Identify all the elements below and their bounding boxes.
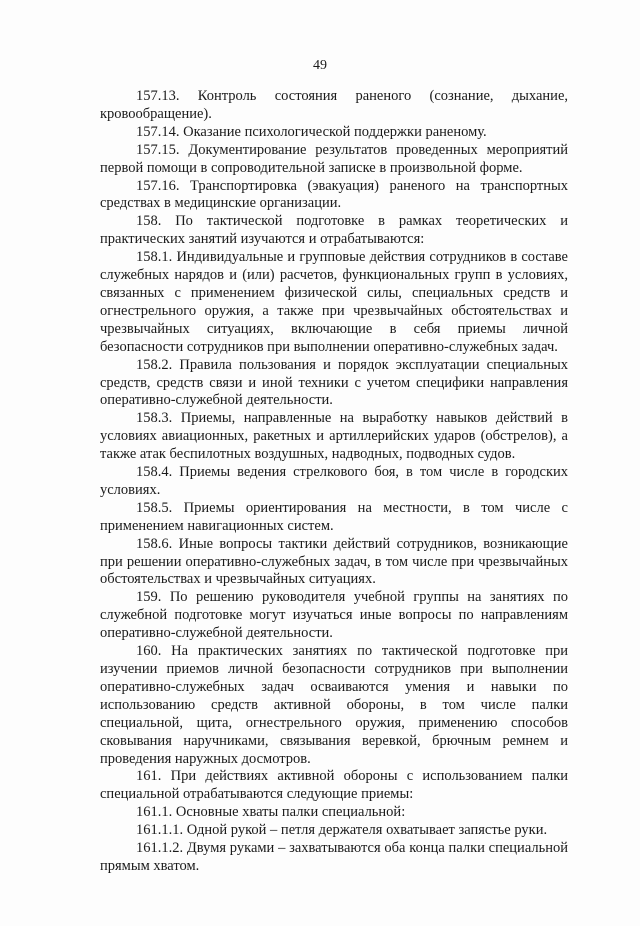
paragraph-161: 161. При действиях активной обороны с использованием палки специальной отрабатываются следующие приемы:	[100, 768, 568, 803]
paragraph-157-16: 157.16. Транспортировка (эвакуация) раненого на транспортных средствах в медицинские организации.	[100, 177, 568, 212]
paragraph-158-6: 158.6. Иные вопросы тактики действий сотрудников, возникающие при решении оперативно-служебных задач, в том числе при чрезвычайных обстоятельствах и чрезвычайных ситуациях.	[100, 535, 568, 588]
paragraph-158: 158. По тактической подготовке в рамках теоретических и практических занятий изучаются и отрабатываются:	[100, 213, 568, 248]
paragraph-158-4: 158.4. Приемы ведения стрелкового боя, в том числе в городских условиях.	[100, 464, 568, 498]
document-body	[100, 88, 568, 876]
paragraph-158-5: 158.5. Приемы ориентирования на местности, в том числе с применением навигационных систем.	[100, 499, 568, 534]
paragraph-157-13: 157.13. Контроль состояния раненого (сознание, дыхание, кровообращение).	[100, 88, 568, 122]
page-number: 49	[313, 58, 327, 73]
paragraph-157-15: 157.15. Документирование результатов проведенных мероприятий первой помощи в сопроводительной записке в произвольной форме.	[100, 141, 568, 176]
paragraph-159: 159. По решению руководителя учебной группы на занятиях по служебной подготовке могут изучаться иные вопросы по направлениям оперативно-служебной деятельности.	[100, 589, 568, 642]
paragraph-158-1: 158.1. Индивидуальные и групповые действия сотрудников в составе служебных нарядов и (или) расчетов, функциональных групп в условиях, связанных с применением физической силы, специальных средств и огнестрельного оружия, а также при чрезвычайных обстоятельствах и чрезвычайных ситуациях, включающие в себя приемы личной безопасности сотрудников при выполнении оперативно-служебных задач.	[100, 249, 568, 355]
paragraph-161-1: 161.1. Основные хваты палки специальной:	[136, 804, 406, 821]
paragraph-158-2: 158.2. Правила пользования и порядок эксплуатации специальных средств, средств связи и иной техники с учетом специфики направления оперативно-служебной деятельности.	[100, 356, 568, 409]
paragraph-161-1-2: 161.1.2. Двумя руками – захватываются оба конца палки специальной прямым хватом.	[100, 840, 568, 874]
paragraph-161-1-1: 161.1.1. Одной рукой – петля держателя охватывает запястье руки.	[136, 822, 548, 839]
paragraph-158-3: 158.3. Приемы, направленные на выработку навыков действий в условиях авиационных, ракетных и артиллерийских ударов (обстрелов), а также атак беспилотных воздушных, надводных, подводных судов.	[100, 410, 568, 463]
paragraph-160: 160. На практических занятиях по тактической подготовке при изучении приемов личной безопасности сотрудников при выполнении оперативно-служебных задач осваиваются умения и навыки по использованию средств активной обороны, в том числе палки специальной, щита, огнестрельного оружия, применению способов сковывания наручниками, связывания веревкой, брючным ремнем и проведения наружных досмотров.	[100, 643, 568, 767]
paragraph-157-14: 157.14. Оказание психологической поддержки раненому.	[136, 123, 487, 140]
